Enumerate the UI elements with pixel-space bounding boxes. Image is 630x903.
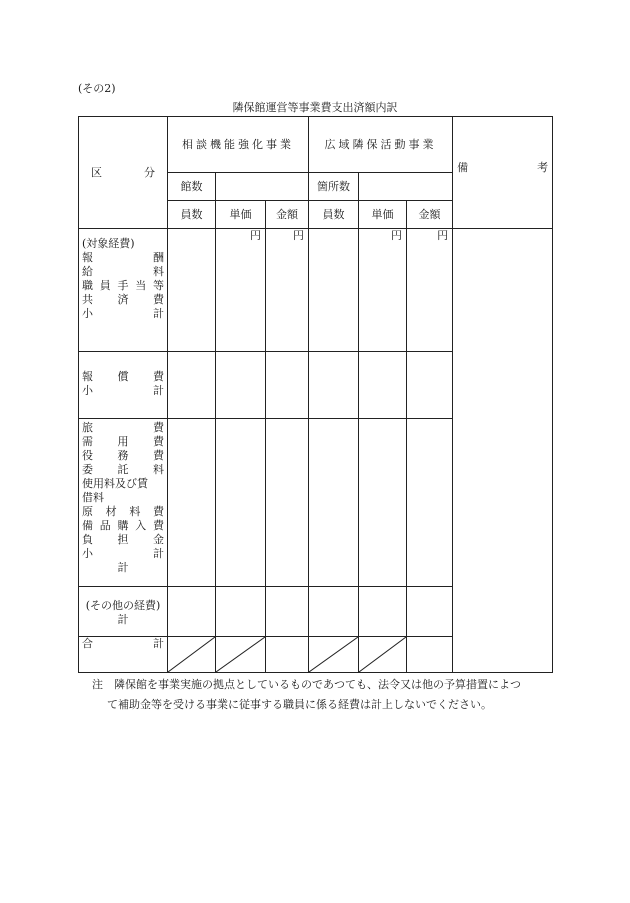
operating-expenses-label: 旅 費 需 用 費 役 務 費 委 託 料 使用料及び賃 借料 原 材 料 費 備 品 購 入 費 負 担 金 小 計 計 — [79, 419, 168, 587]
slashed-cell — [216, 637, 266, 673]
other-expenses-label: (その他の経費) 計 — [79, 587, 168, 637]
biko-body — [453, 229, 553, 673]
location-count-value — [359, 173, 453, 201]
col-amount-b: 金額 — [407, 201, 453, 229]
footnote — [92, 675, 562, 715]
expense-breakdown-table — [78, 116, 553, 673]
cell — [407, 637, 453, 673]
cell — [407, 229, 453, 352]
document-title: 隣保館運営等事業費支出済額内訳 — [232, 101, 398, 114]
cell — [359, 229, 407, 352]
col-amount-a: 金額 — [266, 201, 309, 229]
col-unit-price-a: 単価 — [216, 201, 266, 229]
yen-unit: 円 — [293, 229, 305, 242]
slashed-cell — [309, 637, 359, 673]
biko-header: 備 考 — [453, 117, 553, 229]
location-count-label: 箇所数 — [309, 173, 359, 201]
col-members-b: 員数 — [309, 201, 359, 229]
grand-total-label: 合 計 — [79, 637, 168, 673]
cell — [216, 229, 266, 352]
footnote-line-2: て補助金等を受ける事業に従事する職員に係る経費は計上しないでください。 — [107, 698, 492, 711]
col-unit-price-b: 単価 — [359, 201, 407, 229]
footnote-line-1: 注 隣保館を事業実施の拠点としているものであつても、法令又は他の予算措置によつ — [92, 678, 521, 691]
col-members-a: 員数 — [168, 201, 216, 229]
facility-count-value — [216, 173, 309, 201]
cell — [266, 229, 309, 352]
compensation-label: 報 償 費 小 計 — [79, 352, 168, 419]
slashed-cell — [168, 637, 216, 673]
target-heading: (対象経費) — [82, 237, 135, 250]
cell — [266, 637, 309, 673]
page-label: (その2) — [78, 82, 116, 95]
yen-unit: 円 — [437, 229, 449, 242]
cell — [309, 229, 359, 352]
yen-unit: 円 — [391, 229, 403, 242]
cell — [168, 229, 216, 352]
kubun-header: 区 分 — [79, 117, 168, 229]
target-expenses-label: (対象経費) 報 酬 給 料 職 員 手 当 等 共 済 費 小 計 — [79, 229, 168, 352]
yen-unit: 円 — [250, 229, 261, 242]
project-a-header: 相談機能強化事業 — [168, 117, 309, 173]
project-b-header: 広域隣保活動事業 — [309, 117, 453, 173]
facility-count-label: 館数 — [168, 173, 216, 201]
slashed-cell — [359, 637, 407, 673]
